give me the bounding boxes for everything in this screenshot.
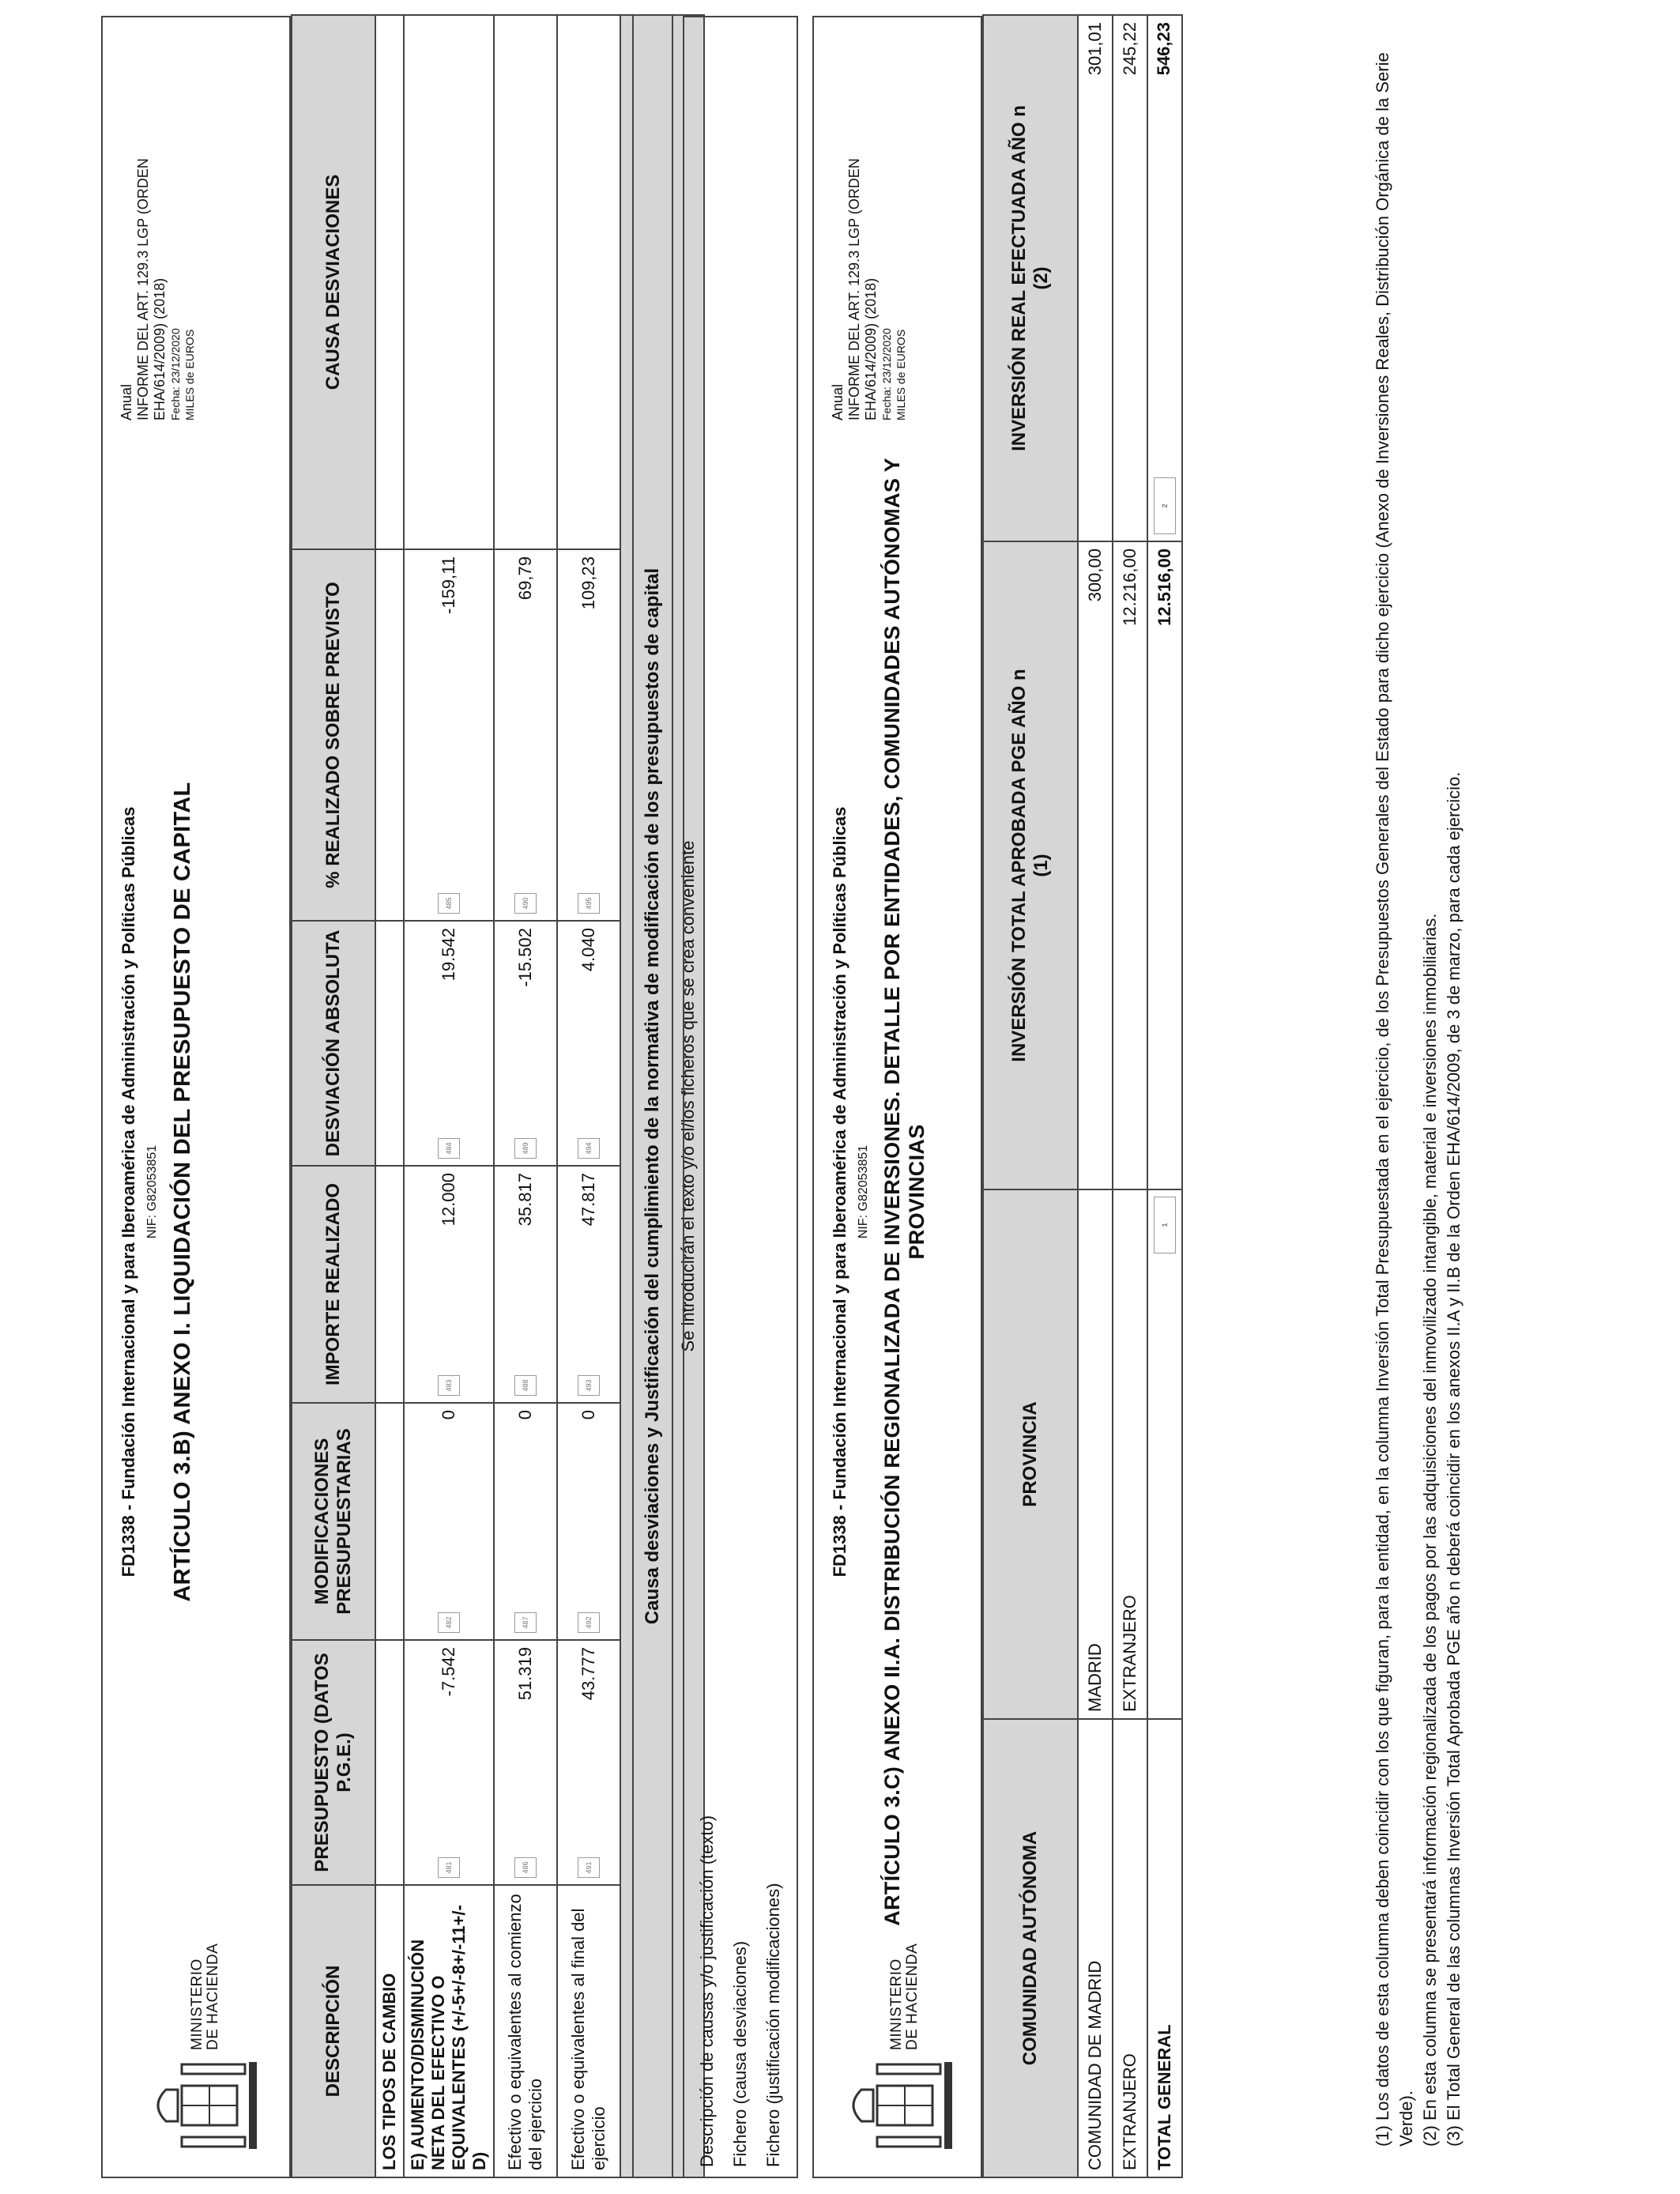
total-inversion-real-cell: [1147, 15, 1182, 541]
cell-code-box: 487: [514, 1612, 537, 1633]
report-units: MILES de EUROS: [183, 329, 196, 420]
value-cell[interactable]: [404, 1166, 494, 1403]
cell-code-box: 484: [438, 1138, 460, 1159]
total-inversion-total: 12.516,00: [1155, 548, 1174, 626]
col-descripcion: DESCRIPCIÓN: [292, 1885, 375, 2177]
cell-value: -7.542: [439, 1647, 458, 1697]
cell-value: -15.502: [515, 928, 535, 987]
cell-inversion-total[interactable]: 300,00: [1078, 541, 1113, 1189]
empty-cell: [375, 1166, 404, 1403]
value-cell[interactable]: [557, 1403, 620, 1640]
value-cell[interactable]: [557, 1640, 620, 1885]
total-code-box-1: 1: [1154, 1197, 1176, 1253]
cell-code-box: 489: [514, 1138, 537, 1159]
entity-nif: NIF: G82053851: [857, 1144, 870, 1239]
table-row: [1113, 15, 1147, 2177]
cell-code-box: 481: [438, 1857, 460, 1878]
value-cell[interactable]: [494, 921, 557, 1166]
value-cell[interactable]: [494, 549, 557, 921]
footnote-2: (2) En esta columna se presentará información regionalizada de los pagos por las adquisiciones del inmovilizado intangible, material e inversiones inmobiliarias.: [1420, 913, 1440, 2147]
report-reference: INFORME DEL ART. 129.3 LGP (ORDEN EHA/614/2009) (2018): [846, 158, 879, 420]
col-inversion-real-label: INVERSIÓN REAL EFECTUADA AÑO n: [1008, 105, 1030, 451]
table-row: [1078, 15, 1113, 2177]
table-row: [557, 15, 620, 2177]
form2-title: ARTÍCULO 3.C) ANEXO II.A. DISTRIBUCIÓN REGIONALIZADA DE INVERSIONES. DETALLE POR ENTIDADES, COMUNIDADES AUTÓNOMAS Y PROVINCIAS: [880, 458, 929, 1926]
cell-code-box: 492: [578, 1612, 600, 1633]
causa-band-title: Causa desviaciones y Justificación del cumplimiento de la normativa de modificación de los presupuestos de capital: [633, 15, 672, 2177]
footnote-3: (3) El Total General de las columnas Inversión Total Aprobada PGE año n deberá coincidir en los anexos II.A y II.B de la Orden EHA/614/2009, de 3 de marzo, para cada ejercicio.: [1444, 771, 1463, 2147]
entity-name: FD1338 - Fundación Internacional y para Iberoamérica de Administración y Políticas Públicas: [119, 806, 138, 1578]
col-desviacion-absoluta: DESVIACIÓN ABSOLUTA: [292, 921, 375, 1166]
col-note-1: (1): [1030, 854, 1052, 877]
spacer-row: [620, 15, 633, 2177]
ministry-line-1: MINISTERIO: [888, 1958, 905, 2050]
empty-cell: [375, 1403, 404, 1640]
value-cell[interactable]: [404, 549, 494, 921]
form-liquidacion-presupuesto-capital: [101, 16, 785, 2178]
ministry-name: [889, 1943, 921, 2050]
cell-comunidad: EXTRANJERO: [1113, 1719, 1147, 2177]
row-desc: Efectivo o equivalentes al final del ejercicio: [557, 1885, 620, 2177]
form-distribucion-inversiones: [812, 16, 1350, 2178]
spain-coat-of-arms-icon: [150, 2058, 269, 2153]
col-importe-realizado: IMPORTE REALIZADO: [292, 1166, 375, 1403]
cell-value: 69,79: [515, 556, 535, 601]
report-date: Fecha: 23/12/2020: [169, 328, 182, 420]
cell-comunidad: COMUNIDAD DE MADRID: [1078, 1719, 1113, 2177]
cell-value: 0: [515, 1410, 535, 1420]
cell-value: 4.040: [578, 928, 598, 972]
cell-value: 35.817: [515, 1173, 535, 1227]
value-cell[interactable]: [494, 1640, 557, 1885]
cell-code-box: 482: [438, 1612, 460, 1633]
value-cell[interactable]: [494, 1403, 557, 1640]
attachment-modificaciones-file[interactable]: Fichero (justificación modificaciones): [763, 1883, 783, 2167]
entity-name: FD1338 - Fundación Internacional y para Iberoamérica de Administración y Políticas Públicas: [830, 806, 849, 1578]
cell-value: 12.000: [439, 1173, 458, 1227]
cell-value: 0: [578, 1410, 598, 1420]
value-cell[interactable]: [404, 1640, 494, 1885]
causa-cell[interactable]: [404, 15, 494, 549]
empty-cell: [375, 921, 404, 1166]
value-cell[interactable]: [494, 1166, 557, 1403]
causa-band: [633, 15, 672, 2177]
col-realizado-sobre-previsto: % REALIZADO SOBRE PREVISTO: [292, 549, 375, 921]
col-inversion-real: [983, 15, 1078, 541]
col-inversion-total-label: INVERSIÓN TOTAL APROBADA PGE AÑO n: [1008, 669, 1030, 1062]
ministry-name: [190, 1943, 221, 2050]
cell-value: 47.817: [578, 1173, 598, 1227]
ministry-line-2: DE HACIENDA: [205, 1943, 221, 2050]
table-row: [494, 15, 557, 2177]
col-causa-desviaciones: CAUSA DESVIACIONES: [292, 15, 375, 549]
report-meta: [830, 65, 908, 420]
col-provincia: PROVINCIA: [983, 1189, 1078, 1719]
col-modificaciones: MODIFICACIONES PRESUPUESTARIAS: [292, 1403, 375, 1640]
col-note-2: (2): [1030, 266, 1052, 290]
cell-inversion-real[interactable]: 301,01: [1078, 15, 1113, 541]
cell-value: 0: [439, 1410, 458, 1420]
total-inversion-total-cell: [1147, 541, 1182, 1189]
cell-code-box: 483: [438, 1375, 460, 1396]
value-cell[interactable]: [557, 1166, 620, 1403]
form1-title: ARTÍCULO 3.B) ANEXO I. LIQUIDACIÓN DEL PRESUPUESTO DE CAPITAL: [170, 782, 195, 1602]
total-row: [1147, 15, 1182, 2177]
empty-cell: [375, 1640, 404, 1885]
form2-center-block: [830, 444, 929, 1940]
ministry-line-2: DE HACIENDA: [904, 1943, 921, 2050]
empty-cell: [375, 549, 404, 921]
periodicity: Anual: [119, 383, 134, 420]
total-box-cell: [1147, 1189, 1182, 1719]
cell-code-box: 488: [514, 1375, 537, 1396]
total-inversion-real: 546,23: [1153, 22, 1173, 76]
report-units: MILES de EUROS: [895, 329, 907, 420]
cell-value: 51.319: [515, 1647, 535, 1701]
empty-cell: [375, 15, 404, 549]
cell-code-box: 486: [514, 1857, 537, 1878]
cell-value: -159,11: [439, 556, 458, 614]
cell-value: 109,23: [578, 556, 598, 610]
total-code-box-2: 2: [1154, 477, 1176, 534]
col-inversion-total: [983, 541, 1078, 1189]
table-header-row: [292, 15, 375, 2177]
liquidacion-table: [291, 14, 705, 2178]
report-meta: [119, 65, 197, 420]
ministry-line-1: MINISTERIO: [189, 1958, 205, 2050]
value-cell[interactable]: [404, 921, 494, 1166]
causa-band-subtitle: Se introducirán el texto y/o el/los ficheros que se crea conveniente: [672, 15, 704, 2177]
attachment-causa-file[interactable]: Fichero (causa desviaciones): [730, 1940, 750, 2167]
cell-inversion-real[interactable]: 245,22: [1113, 15, 1147, 541]
report-reference: INFORME DEL ART. 129.3 LGP (ORDEN EHA/614/2009) (2018): [135, 158, 168, 420]
value-cell[interactable]: [404, 1403, 494, 1640]
cell-code-box: 490: [514, 893, 537, 914]
table-row: [404, 15, 494, 2177]
table-row: [375, 15, 404, 2177]
col-comunidad-autonoma: COMUNIDAD AUTÓNOMA: [983, 1719, 1078, 2177]
form1-center-block: [119, 444, 196, 1940]
cell-provincia: MADRID: [1078, 1189, 1113, 1719]
cell-inversion-total[interactable]: 12.216,00: [1113, 541, 1147, 1189]
form2-header: [812, 16, 982, 2178]
cell-code-box: 493: [578, 1375, 600, 1396]
cell-code-box: 485: [438, 893, 460, 914]
row-desc: E) AUMENTO/DISMINUCIÓN NETA DEL EFECTIVO O EQUIVALENTES (+/-5+/-8+/-11+/-D): [404, 1885, 494, 2177]
footnotes: [1371, 44, 1466, 2147]
cell-code-box: 494: [578, 1138, 600, 1159]
causa-cell[interactable]: [557, 15, 620, 549]
spacer-cell: [620, 15, 633, 2177]
periodicity: Anual: [830, 383, 846, 420]
report-date: Fecha: 23/12/2020: [880, 328, 893, 420]
cell-code-box: 491: [578, 1857, 600, 1878]
cell-code-box: 495: [578, 893, 600, 914]
entity-nif: NIF: G82053851: [145, 1144, 159, 1239]
value-cell[interactable]: [557, 921, 620, 1166]
cell-value: 43.777: [578, 1647, 598, 1701]
inversiones-table: [982, 14, 1183, 2178]
cell-value: 19.542: [439, 928, 458, 982]
total-label: TOTAL GENERAL: [1147, 1719, 1182, 2177]
section-label: LOS TIPOS DE CAMBIO: [375, 1885, 404, 2177]
cell-provincia: EXTRANJERO: [1113, 1189, 1147, 1719]
col-presupuesto: PRESUPUESTO (DATOS P.G.E.): [292, 1640, 375, 1885]
spain-coat-of-arms-icon: [846, 2058, 964, 2153]
value-cell[interactable]: [557, 549, 620, 921]
causa-cell[interactable]: [494, 15, 557, 549]
attachment-text-link[interactable]: Descripción de causas y/o justificación (texto): [697, 1815, 717, 2167]
form1-header: [101, 16, 291, 2178]
footnote-1: (1) Los datos de esta columna deben coincidir con los que figuran, para la entidad, en la columna Inversión Total Presupuestada en el ejercicio, de los Presupuestos Generales del Estado para dicho ejercicio (Anexo de Inversiones Reales, Distribución Orgánica de la Serie Verde).: [1373, 52, 1416, 2147]
row-desc: Efectivo o equivalentes al comienzo del ejercicio: [494, 1885, 557, 2177]
table-header-row: [983, 15, 1078, 2177]
attachments-list: [683, 16, 798, 2178]
